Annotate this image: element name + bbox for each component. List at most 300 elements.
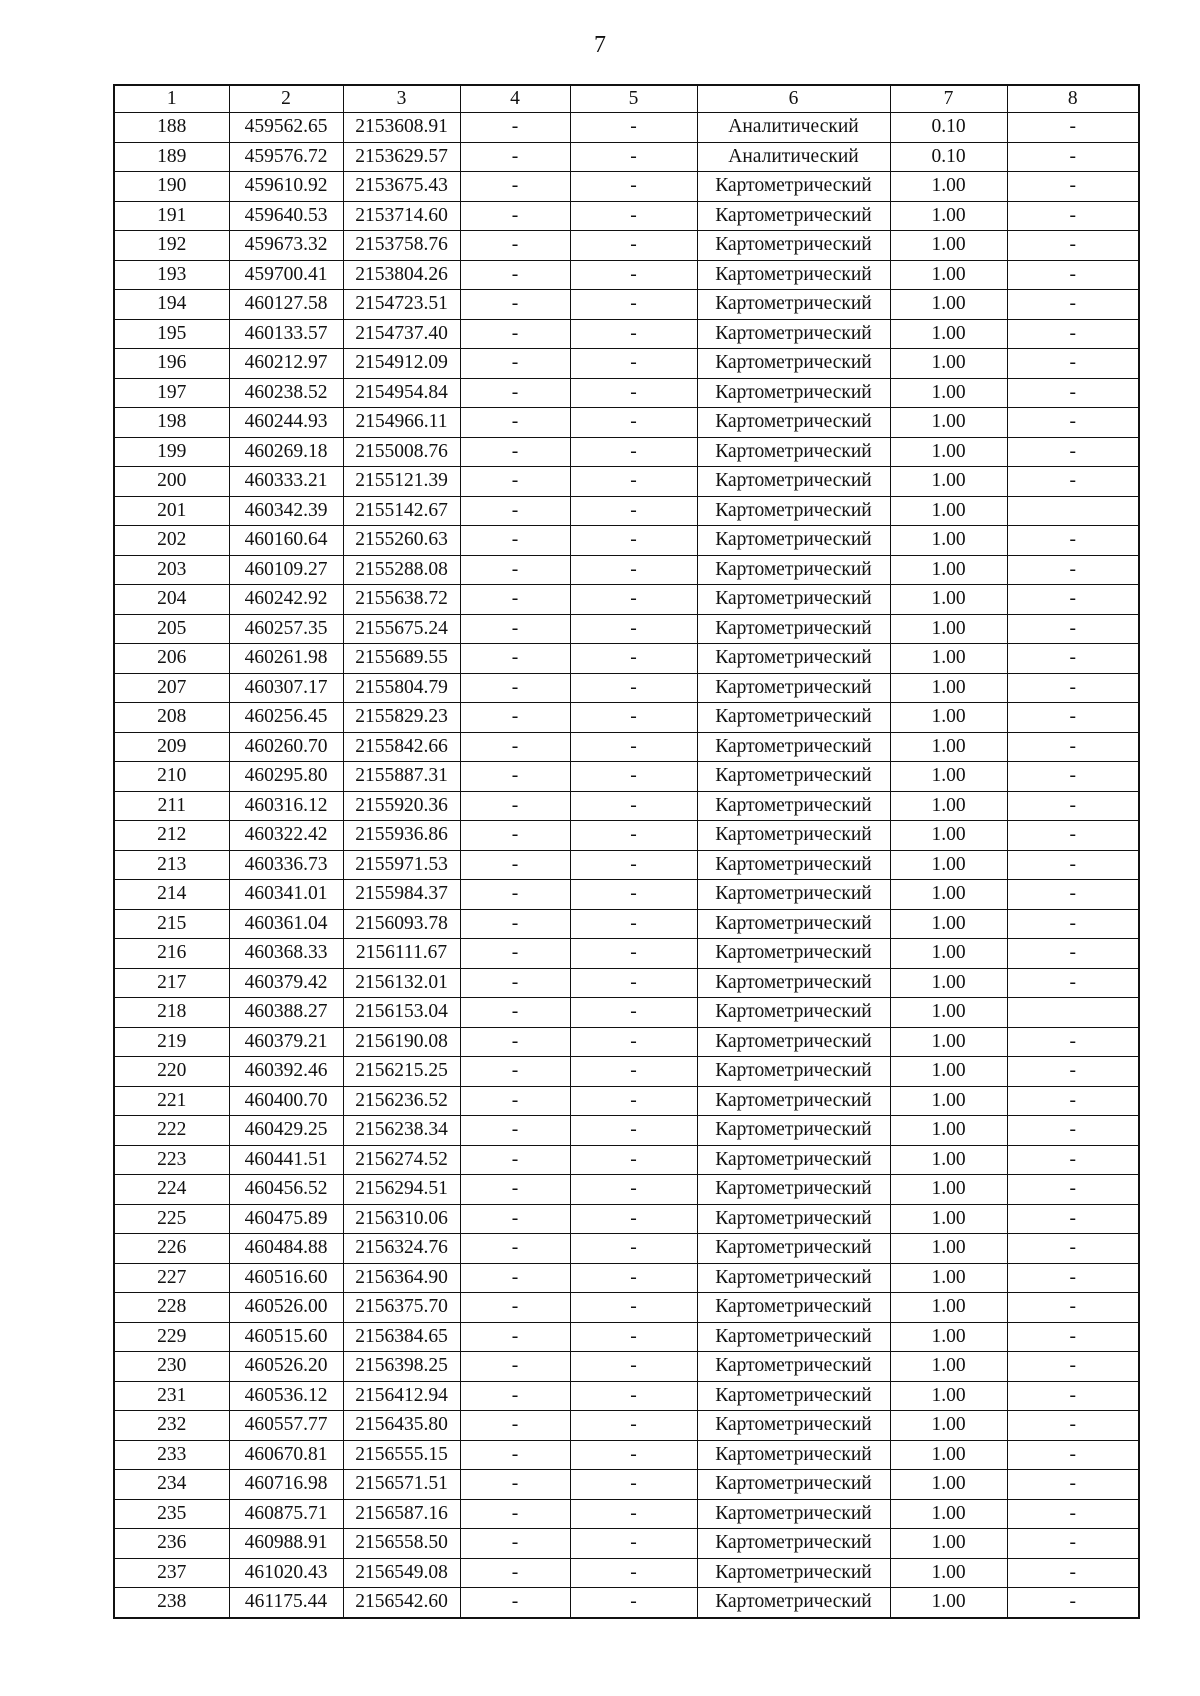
column-8-cell: - [1007,1027,1139,1057]
column-5-cell: - [570,1086,697,1116]
y-coordinate-cell: 2156093.78 [343,909,460,939]
y-coordinate-cell: 2156587.16 [343,1499,460,1529]
y-coordinate-cell: 2155842.66 [343,732,460,762]
accuracy-cell: 1.00 [890,290,1007,320]
column-8-cell: - [1007,644,1139,674]
method-cell: Картометрический [697,644,890,674]
x-coordinate-cell: 459700.41 [229,260,343,290]
point-number-cell: 197 [114,378,229,408]
column-5-cell: - [570,703,697,733]
y-coordinate-cell: 2155260.63 [343,526,460,556]
table-row [114,968,1139,998]
x-coordinate-cell: 460400.70 [229,1086,343,1116]
table-row [114,113,1139,143]
y-coordinate-cell: 2154954.84 [343,378,460,408]
accuracy-cell: 1.00 [890,762,1007,792]
accuracy-cell: 1.00 [890,260,1007,290]
column-8-cell: - [1007,939,1139,969]
column-8-cell: - [1007,555,1139,585]
column-5-cell: - [570,1558,697,1588]
y-coordinate-cell: 2153629.57 [343,142,460,172]
column-header: 1 [114,85,229,113]
column-4-cell: - [460,201,570,231]
column-5-cell: - [570,585,697,615]
column-8-cell: - [1007,1470,1139,1500]
accuracy-cell: 1.00 [890,1116,1007,1146]
x-coordinate-cell: 460716.98 [229,1470,343,1500]
y-coordinate-cell: 2155971.53 [343,850,460,880]
column-8-cell: - [1007,1440,1139,1470]
column-8-cell [1007,998,1139,1028]
method-cell: Картометрический [697,968,890,998]
accuracy-cell: 1.00 [890,880,1007,910]
method-cell: Картометрический [697,1234,890,1264]
column-8-cell: - [1007,1263,1139,1293]
accuracy-cell: 1.00 [890,791,1007,821]
column-header: 7 [890,85,1007,113]
table-row [114,644,1139,674]
table-row [114,880,1139,910]
column-5-cell: - [570,998,697,1028]
y-coordinate-cell: 2156375.70 [343,1293,460,1323]
column-8-cell: - [1007,1293,1139,1323]
column-5-cell: - [570,172,697,202]
column-5-cell: - [570,408,697,438]
method-cell: Картометрический [697,496,890,526]
x-coordinate-cell: 460988.91 [229,1529,343,1559]
x-coordinate-cell: 460475.89 [229,1204,343,1234]
column-8-cell: - [1007,880,1139,910]
column-8-cell: - [1007,1204,1139,1234]
method-cell: Картометрический [697,1499,890,1529]
accuracy-cell: 1.00 [890,673,1007,703]
column-5-cell: - [570,732,697,762]
x-coordinate-cell: 459610.92 [229,172,343,202]
method-cell: Картометрический [697,732,890,762]
table-row [114,349,1139,379]
x-coordinate-cell: 460109.27 [229,555,343,585]
x-coordinate-cell: 460242.92 [229,585,343,615]
accuracy-cell: 1.00 [890,1529,1007,1559]
point-number-cell: 212 [114,821,229,851]
table-row [114,496,1139,526]
method-cell: Картометрический [697,791,890,821]
point-number-cell: 196 [114,349,229,379]
table-row [114,1086,1139,1116]
y-coordinate-cell: 2155689.55 [343,644,460,674]
table-row [114,1263,1139,1293]
column-8-cell: - [1007,1057,1139,1087]
x-coordinate-cell: 460160.64 [229,526,343,556]
table-row [114,408,1139,438]
table-row [114,201,1139,231]
column-4-cell: - [460,1440,570,1470]
column-8-cell: - [1007,378,1139,408]
point-number-cell: 199 [114,437,229,467]
table-row [114,1558,1139,1588]
method-cell: Картометрический [697,585,890,615]
method-cell: Картометрический [697,555,890,585]
x-coordinate-cell: 460256.45 [229,703,343,733]
y-coordinate-cell: 2156215.25 [343,1057,460,1087]
point-number-cell: 216 [114,939,229,969]
table-row [114,467,1139,497]
column-8-cell: - [1007,1234,1139,1264]
column-4-cell: - [460,496,570,526]
x-coordinate-cell: 460670.81 [229,1440,343,1470]
column-header: 8 [1007,85,1139,113]
x-coordinate-cell: 460322.42 [229,821,343,851]
x-coordinate-cell: 460295.80 [229,762,343,792]
point-number-cell: 228 [114,1293,229,1323]
table-row [114,762,1139,792]
column-4-cell: - [460,1234,570,1264]
accuracy-cell: 1.00 [890,467,1007,497]
column-4-cell: - [460,290,570,320]
column-4-cell: - [460,113,570,143]
x-coordinate-cell: 460261.98 [229,644,343,674]
method-cell: Картометрический [697,378,890,408]
table-row [114,791,1139,821]
method-cell: Картометрический [697,201,890,231]
method-cell: Картометрический [697,703,890,733]
x-coordinate-cell: 460526.00 [229,1293,343,1323]
column-4-cell: - [460,821,570,851]
column-8-cell: - [1007,290,1139,320]
column-4-cell: - [460,850,570,880]
x-coordinate-cell: 459562.65 [229,113,343,143]
y-coordinate-cell: 2154723.51 [343,290,460,320]
y-coordinate-cell: 2156310.06 [343,1204,460,1234]
method-cell: Картометрический [697,614,890,644]
x-coordinate-cell: 460336.73 [229,850,343,880]
accuracy-cell: 1.00 [890,1027,1007,1057]
method-cell: Картометрический [697,1322,890,1352]
y-coordinate-cell: 2153675.43 [343,172,460,202]
method-cell: Картометрический [697,1057,890,1087]
accuracy-cell: 1.00 [890,850,1007,880]
table-row [114,1175,1139,1205]
accuracy-cell: 1.00 [890,1440,1007,1470]
column-8-cell: - [1007,142,1139,172]
column-5-cell: - [570,1204,697,1234]
column-5-cell: - [570,821,697,851]
accuracy-cell: 1.00 [890,319,1007,349]
y-coordinate-cell: 2156324.76 [343,1234,460,1264]
column-8-cell: - [1007,1411,1139,1441]
column-8-cell: - [1007,1529,1139,1559]
column-4-cell: - [460,939,570,969]
column-4-cell: - [460,614,570,644]
x-coordinate-cell: 460333.21 [229,467,343,497]
column-8-cell: - [1007,1145,1139,1175]
accuracy-cell: 1.00 [890,378,1007,408]
accuracy-cell: 1.00 [890,703,1007,733]
column-4-cell: - [460,1588,570,1618]
accuracy-cell: 1.00 [890,1175,1007,1205]
column-8-cell: - [1007,526,1139,556]
column-5-cell: - [570,1529,697,1559]
method-cell: Картометрический [697,231,890,261]
column-4-cell: - [460,909,570,939]
accuracy-cell: 1.00 [890,968,1007,998]
column-4-cell: - [460,1529,570,1559]
column-5-cell: - [570,1263,697,1293]
column-5-cell: - [570,1116,697,1146]
column-4-cell: - [460,703,570,733]
column-4-cell: - [460,732,570,762]
table-row [114,614,1139,644]
point-number-cell: 204 [114,585,229,615]
column-4-cell: - [460,1057,570,1087]
column-5-cell: - [570,113,697,143]
column-8-cell: - [1007,172,1139,202]
table-row [114,732,1139,762]
point-number-cell: 215 [114,909,229,939]
column-5-cell: - [570,319,697,349]
method-cell: Картометрический [697,821,890,851]
y-coordinate-cell: 2155142.67 [343,496,460,526]
y-coordinate-cell: 2155804.79 [343,673,460,703]
x-coordinate-cell: 460127.58 [229,290,343,320]
column-8-cell: - [1007,673,1139,703]
point-number-cell: 230 [114,1352,229,1382]
accuracy-cell: 1.00 [890,408,1007,438]
accuracy-cell: 1.00 [890,231,1007,261]
y-coordinate-cell: 2155829.23 [343,703,460,733]
table-row [114,1440,1139,1470]
accuracy-cell: 1.00 [890,1234,1007,1264]
column-5-cell: - [570,939,697,969]
y-coordinate-cell: 2156412.94 [343,1381,460,1411]
accuracy-cell: 1.00 [890,172,1007,202]
y-coordinate-cell: 2153804.26 [343,260,460,290]
accuracy-cell: 1.00 [890,1145,1007,1175]
y-coordinate-cell: 2153714.60 [343,201,460,231]
column-5-cell: - [570,437,697,467]
column-4-cell: - [460,1381,570,1411]
y-coordinate-cell: 2155121.39 [343,467,460,497]
table-row [114,1204,1139,1234]
column-5-cell: - [570,644,697,674]
accuracy-cell: 1.00 [890,555,1007,585]
column-5-cell: - [570,201,697,231]
column-8-cell: - [1007,791,1139,821]
method-cell: Картометрический [697,762,890,792]
point-number-cell: 203 [114,555,229,585]
point-number-cell: 189 [114,142,229,172]
column-8-cell: - [1007,437,1139,467]
y-coordinate-cell: 2156238.34 [343,1116,460,1146]
table-row [114,231,1139,261]
column-4-cell: - [460,172,570,202]
x-coordinate-cell: 460212.97 [229,349,343,379]
accuracy-cell: 1.00 [890,585,1007,615]
table-row [114,1588,1139,1618]
column-4-cell: - [460,1470,570,1500]
table-body [114,85,1139,1618]
y-coordinate-cell: 2156555.15 [343,1440,460,1470]
point-number-cell: 231 [114,1381,229,1411]
y-coordinate-cell: 2156294.51 [343,1175,460,1205]
column-4-cell: - [460,526,570,556]
table-row [114,703,1139,733]
method-cell: Картометрический [697,526,890,556]
y-coordinate-cell: 2155288.08 [343,555,460,585]
point-number-cell: 229 [114,1322,229,1352]
accuracy-cell: 1.00 [890,909,1007,939]
point-number-cell: 205 [114,614,229,644]
column-5-cell: - [570,260,697,290]
method-cell: Картометрический [697,1175,890,1205]
table-row [114,1116,1139,1146]
column-8-cell: - [1007,614,1139,644]
method-cell: Картометрический [697,349,890,379]
y-coordinate-cell: 2155920.36 [343,791,460,821]
column-8-cell: - [1007,703,1139,733]
x-coordinate-cell: 460257.35 [229,614,343,644]
y-coordinate-cell: 2154912.09 [343,349,460,379]
x-coordinate-cell: 460342.39 [229,496,343,526]
accuracy-cell: 1.00 [890,998,1007,1028]
table-row [114,172,1139,202]
point-number-cell: 194 [114,290,229,320]
accuracy-cell: 1.00 [890,1263,1007,1293]
table-row [114,998,1139,1028]
method-cell: Картометрический [697,1293,890,1323]
accuracy-cell: 1.00 [890,1057,1007,1087]
method-cell: Картометрический [697,673,890,703]
x-coordinate-cell: 460307.17 [229,673,343,703]
accuracy-cell: 1.00 [890,496,1007,526]
column-8-cell: - [1007,1381,1139,1411]
coordinates-table [113,84,1140,1619]
column-4-cell: - [460,673,570,703]
table-row [114,1057,1139,1087]
x-coordinate-cell: 460456.52 [229,1175,343,1205]
accuracy-cell: 1.00 [890,732,1007,762]
method-cell: Картометрический [697,1558,890,1588]
table-row [114,260,1139,290]
point-number-cell: 223 [114,1145,229,1175]
point-number-cell: 202 [114,526,229,556]
column-4-cell: - [460,1204,570,1234]
column-5-cell: - [570,791,697,821]
method-cell: Картометрический [697,1440,890,1470]
x-coordinate-cell: 461175.44 [229,1588,343,1618]
x-coordinate-cell: 460388.27 [229,998,343,1028]
column-4-cell: - [460,1027,570,1057]
column-8-cell: - [1007,585,1139,615]
x-coordinate-cell: 460244.93 [229,408,343,438]
point-number-cell: 224 [114,1175,229,1205]
y-coordinate-cell: 2156542.60 [343,1588,460,1618]
table-header-row [114,85,1139,113]
table-row [114,1322,1139,1352]
point-number-cell: 211 [114,791,229,821]
point-number-cell: 210 [114,762,229,792]
column-8-cell: - [1007,113,1139,143]
y-coordinate-cell: 2156364.90 [343,1263,460,1293]
point-number-cell: 201 [114,496,229,526]
y-coordinate-cell: 2156274.52 [343,1145,460,1175]
column-5-cell: - [570,1234,697,1264]
method-cell: Картометрический [697,1204,890,1234]
column-4-cell: - [460,260,570,290]
column-header: 3 [343,85,460,113]
point-number-cell: 234 [114,1470,229,1500]
point-number-cell: 238 [114,1588,229,1618]
point-number-cell: 217 [114,968,229,998]
y-coordinate-cell: 2154737.40 [343,319,460,349]
accuracy-cell: 0.10 [890,113,1007,143]
column-8-cell: - [1007,1558,1139,1588]
x-coordinate-cell: 459576.72 [229,142,343,172]
column-4-cell: - [460,408,570,438]
method-cell: Картометрический [697,172,890,202]
y-coordinate-cell: 2153608.91 [343,113,460,143]
accuracy-cell: 1.00 [890,1204,1007,1234]
column-8-cell: - [1007,1499,1139,1529]
column-5-cell: - [570,1411,697,1441]
table-row [114,673,1139,703]
point-number-cell: 220 [114,1057,229,1087]
column-8-cell: - [1007,1352,1139,1382]
column-4-cell: - [460,231,570,261]
y-coordinate-cell: 2155638.72 [343,585,460,615]
column-4-cell: - [460,437,570,467]
point-number-cell: 233 [114,1440,229,1470]
column-4-cell: - [460,1411,570,1441]
column-4-cell: - [460,1175,570,1205]
column-5-cell: - [570,909,697,939]
column-5-cell: - [570,1352,697,1382]
column-8-cell: - [1007,260,1139,290]
y-coordinate-cell: 2156549.08 [343,1558,460,1588]
method-cell: Картометрический [697,1352,890,1382]
table-row [114,850,1139,880]
column-4-cell: - [460,1086,570,1116]
column-5-cell: - [570,1293,697,1323]
table-row [114,142,1139,172]
column-4-cell: - [460,1352,570,1382]
table-row [114,378,1139,408]
column-5-cell: - [570,349,697,379]
table-row [114,909,1139,939]
method-cell: Аналитический [697,142,890,172]
method-cell: Картометрический [697,850,890,880]
x-coordinate-cell: 460392.46 [229,1057,343,1087]
x-coordinate-cell: 460484.88 [229,1234,343,1264]
method-cell: Картометрический [697,260,890,290]
column-8-cell: - [1007,909,1139,939]
accuracy-cell: 1.00 [890,1470,1007,1500]
method-cell: Картометрический [697,1086,890,1116]
table-row [114,1352,1139,1382]
table-row [114,1411,1139,1441]
table-row [114,1381,1139,1411]
point-number-cell: 232 [114,1411,229,1441]
method-cell: Картометрический [697,998,890,1028]
accuracy-cell: 1.00 [890,1086,1007,1116]
table-row [114,319,1139,349]
column-4-cell: - [460,644,570,674]
table-row [114,1529,1139,1559]
column-5-cell: - [570,673,697,703]
column-5-cell: - [570,1057,697,1087]
y-coordinate-cell: 2156435.80 [343,1411,460,1441]
point-number-cell: 188 [114,113,229,143]
